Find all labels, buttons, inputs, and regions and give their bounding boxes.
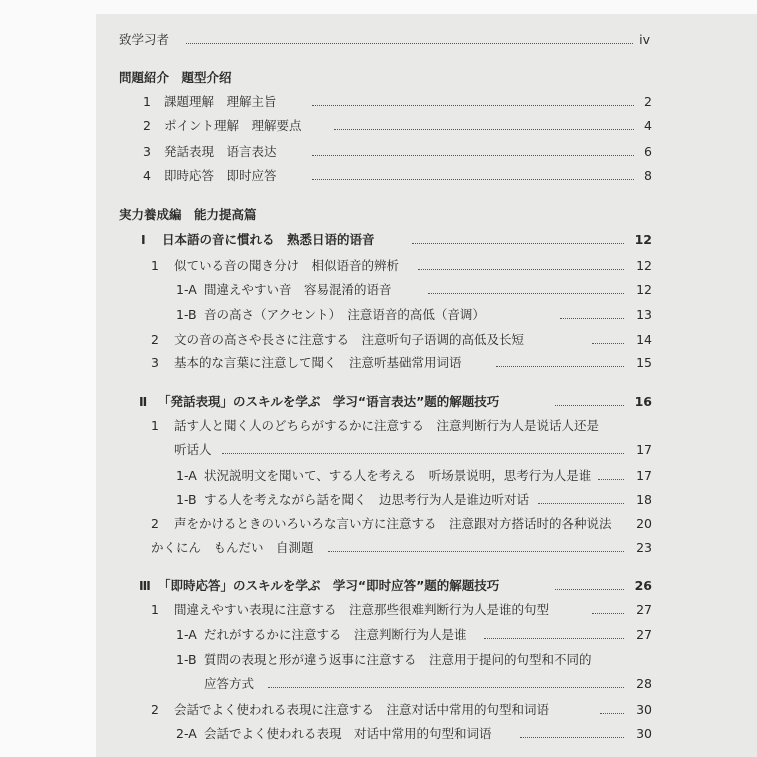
- dot-leader: [186, 43, 633, 44]
- toc-title: 質問の表現と形が違う返事に注意する 注意用于提问的句型和不同的: [204, 652, 592, 667]
- part-num: Ⅲ: [139, 578, 151, 593]
- toc-title: 声をかけるときのいろいろな言い方に注意する 注意跟对方搭话时的各种说法: [174, 516, 612, 531]
- toc-entry: [0, 625, 757, 645]
- toc-num: 2-A: [176, 726, 197, 741]
- toc-title: 状況説明文を聞いて、する人を考える 听场景说明，思考行为人是谁: [204, 468, 592, 483]
- toc-entry: [0, 700, 757, 720]
- dot-leader: [312, 105, 634, 106]
- toc-num: 1: [151, 418, 159, 433]
- toc-page: 27: [636, 627, 652, 642]
- toc-title: 音の高さ（アクセント） 注意语音的高低（音调）: [204, 307, 485, 322]
- toc-title: 課題理解 理解主旨: [164, 94, 277, 109]
- toc-entry: [0, 416, 757, 436]
- toc-page: 26: [634, 578, 652, 593]
- toc-page: 12: [636, 282, 652, 297]
- toc-page: 30: [636, 726, 652, 741]
- dot-leader: [592, 343, 624, 344]
- toc-entry: [0, 330, 757, 350]
- dot-leader: [538, 503, 624, 504]
- toc-page: 20: [636, 516, 652, 531]
- dot-leader: [555, 405, 624, 406]
- toc-page: 27: [636, 602, 652, 617]
- toc-num: 2: [151, 702, 159, 717]
- toc-entry: [0, 650, 757, 670]
- toc-page: 28: [636, 676, 652, 691]
- toc-title: 即時応答 即时应答: [164, 168, 277, 183]
- part-title: 「発話表現」のスキルを学ぶ 学习“语言表达”题的解题技巧: [158, 394, 500, 409]
- toc-part: [0, 576, 757, 596]
- toc-entry: [0, 600, 757, 620]
- toc-title: ポイント理解 理解要点: [164, 118, 302, 133]
- toc-num: 2: [151, 332, 159, 347]
- toc-num: 1-A: [176, 282, 197, 297]
- toc-num: 1: [143, 94, 151, 109]
- toc-entry: [0, 305, 757, 325]
- toc-page: 4: [644, 118, 652, 133]
- toc-page: iv: [639, 32, 650, 47]
- dot-leader: [428, 293, 624, 294]
- section-title: 実力養成編 能力提高篇: [119, 207, 257, 222]
- toc-num: 4: [143, 168, 151, 183]
- dot-leader: [484, 638, 624, 639]
- toc-title: 基本的な言葉に注意して聞く 注意听基础常用词语: [174, 355, 462, 370]
- toc-entry: [0, 674, 757, 694]
- toc-title: 間違えやすい音 容易混淆的语音: [204, 282, 392, 297]
- toc-page: 23: [636, 540, 652, 555]
- toc-page: 18: [636, 492, 652, 507]
- toc-num: 1: [151, 258, 159, 273]
- part-num: Ⅱ: [139, 394, 148, 409]
- dot-leader: [600, 713, 624, 714]
- dot-leader: [312, 155, 634, 156]
- toc-title: 听话人: [174, 442, 212, 457]
- toc-title: 似ている音の聞き分け 相似语音的辨析: [174, 258, 400, 273]
- toc-entry: [0, 92, 757, 112]
- section-header: [0, 205, 757, 225]
- toc-entry: [0, 490, 757, 510]
- toc-entry: [0, 166, 757, 186]
- toc-entry: [0, 280, 757, 300]
- toc-title: 発話表現 语言表达: [164, 144, 277, 159]
- toc-page: 13: [636, 307, 652, 322]
- toc-num: 3: [151, 355, 159, 370]
- toc-title: 文の音の高さや長さに注意する 注意听句子语调的高低及长短: [174, 332, 525, 347]
- dot-leader: [598, 479, 624, 480]
- toc-title: 会話でよく使われる表現に注意する 注意对话中常用的句型和词语: [174, 702, 550, 717]
- toc-title: 会話でよく使われる表現 对话中常用的句型和词语: [204, 726, 492, 741]
- toc-entry: [0, 116, 757, 136]
- toc-page: 15: [636, 355, 652, 370]
- toc-page: 12: [636, 258, 652, 273]
- part-title: 日本語の音に慣れる 熟悉日语的语音: [162, 232, 375, 247]
- toc-num: 1-B: [176, 492, 197, 507]
- dot-leader: [328, 551, 624, 552]
- toc-num: 1-A: [176, 627, 197, 642]
- toc-title: 应答方式: [204, 676, 255, 691]
- toc-page: 14: [636, 332, 652, 347]
- toc-title: 致学习者: [119, 32, 170, 47]
- toc-title: 間違えやすい表現に注意する 注意那些很难判断行为人是谁的句型: [174, 602, 550, 617]
- toc-page: 17: [636, 442, 652, 457]
- dot-leader: [496, 366, 624, 367]
- dot-leader: [560, 318, 624, 319]
- toc-title: 話す人と聞く人のどちらがするかに注意する 注意判断行为人是说话人还是: [174, 418, 600, 433]
- toc-part: [0, 230, 757, 250]
- toc-num: 1-B: [176, 652, 197, 667]
- toc-part: [0, 392, 757, 412]
- dot-leader: [418, 269, 624, 270]
- dot-leader: [268, 687, 624, 688]
- toc-title: する人を考えながら話を聞く 边思考行为人是谁边听对话: [204, 492, 530, 507]
- dot-leader: [334, 129, 634, 130]
- toc-page: 2: [644, 94, 652, 109]
- toc-page: 16: [634, 394, 652, 409]
- toc-entry: [0, 353, 757, 373]
- toc-num: 1: [151, 602, 159, 617]
- toc-num: 1-B: [176, 307, 197, 322]
- toc-entry-preface: [0, 30, 757, 50]
- section-title: 問題紹介 題型介绍: [119, 70, 232, 85]
- toc-entry: [0, 256, 757, 276]
- dot-leader: [412, 243, 624, 244]
- toc-num: 3: [143, 144, 151, 159]
- part-title: 「即時応答」のスキルを学ぶ 学习“即时应答”题的解题技巧: [158, 578, 500, 593]
- toc-page: 30: [636, 702, 652, 717]
- part-num: Ⅰ: [141, 232, 146, 247]
- toc-entry: [0, 538, 757, 558]
- dot-leader: [312, 179, 634, 180]
- toc-entry: [0, 440, 757, 460]
- dot-leader: [222, 453, 624, 454]
- toc-entry: [0, 514, 757, 534]
- toc-entry: [0, 142, 757, 162]
- toc-page: 6: [644, 144, 652, 159]
- toc-page: 17: [636, 468, 652, 483]
- toc-num: 2: [151, 516, 159, 531]
- toc-num: 1-A: [176, 468, 197, 483]
- dot-leader: [592, 613, 624, 614]
- toc-num: 2: [143, 118, 151, 133]
- dot-leader: [520, 737, 624, 738]
- toc-page: 12: [634, 232, 652, 247]
- toc-page: 8: [644, 168, 652, 183]
- toc-title: かくにん もんだい 自測題: [151, 540, 314, 555]
- section-header: [0, 68, 757, 88]
- dot-leader: [555, 589, 624, 590]
- toc-entry: [0, 724, 757, 744]
- toc-title: だれがするかに注意する 注意判断行为人是谁: [204, 627, 467, 642]
- toc-entry: [0, 466, 757, 486]
